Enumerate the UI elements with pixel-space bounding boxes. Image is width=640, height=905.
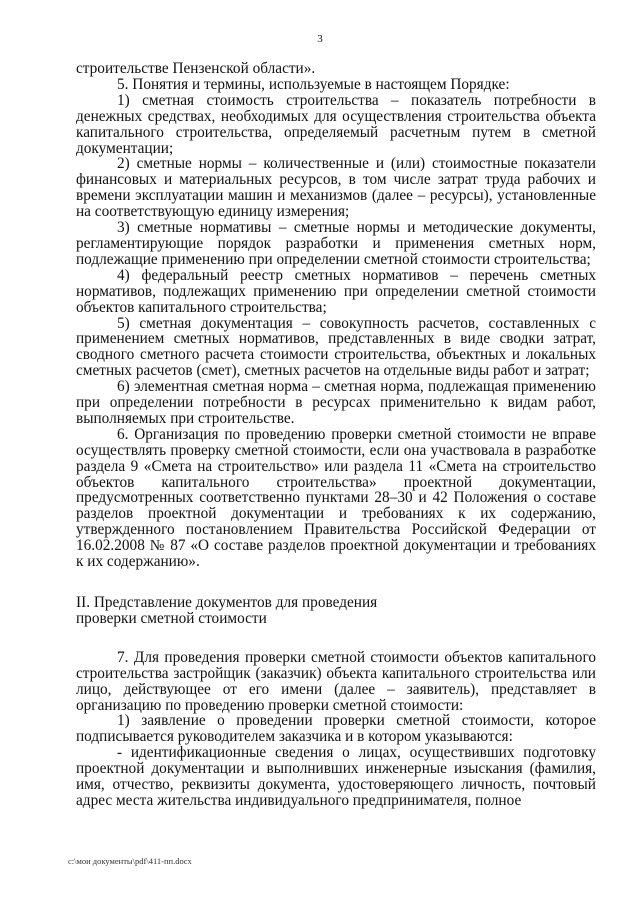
page-number: 3 [317,33,323,45]
paragraph-bullet: - идентификационные сведения о лицах, осуществивших подготовку проектной документации и выполнивших инженерные изыскания (фамилия, имя, отчество, реквизиты документа, удостоверяющего личность, почтовый адрес места жительства индивидуального предпринимателя, полное [76,744,596,809]
paragraph-definition-4: 4) федеральный реестр сметных нормативов – перечень сметных нормативов, подлежащих применению при определении сметной стоимости объектов капитального строительства; [76,266,596,316]
paragraph-definition-5: 5) сметная документация – совокупность расчетов, составленных с применением сметных нормативов, представленных в виде сводки затрат, сводного сметного расчета стоимости строительства, объектных и локальных сметных расчетов (смет), сметных расчетов на отдельные виды работ и затрат; [76,314,596,380]
section-heading-line-1: II. Представление документов для проведения [76,594,378,611]
paragraph-subitem-1: 1) заявление о проведении проверки сметной стоимости, которое подписывается руководителем заказчика и в котором указываются: [76,712,596,746]
paragraph-continuation: строительстве Пензенской области». [76,60,316,77]
paragraph-definition-6: 6) элементная сметная норма – сметная норма, подлежащая применению при определении потребности в ресурсах применительно к видам работ, выполняемых при строительстве. [76,378,596,427]
paragraph-definition-1: 1) сметная стоимость строительства – показатель потребности в денежных средствах, необходимых для осуществления строительства объекта капитального строительства, определяемый расчетным путем в сметной документации; [76,91,596,157]
footer-file-path: c:\мои документы\pdf\411-пп.docx [68,856,192,866]
section-heading [76,595,596,627]
paragraph-item-5: 5. Понятия и термины, используемые в настоящем Порядке: [117,75,510,93]
paragraph-item-7: 7. Для проведения проверки сметной стоимости объектов капитального строительства застройщик (заказчик) объекта капитального строительства или лицо, действующее от его имени (далее – заявитель), представляет в организацию по проведению проверки сметной стоимости: [76,648,596,714]
paragraph-item-6: 6. Организация по проведению проверки сметной стоимости не вправе осуществлять проверку сметной стоимости, если она участвовала в разработке раздела 9 «Смета на строительство» или раздела 11 «Смета на строительство объектов капитального строительства» проектной документации, предусмотренных соответственно пунктами 28–30 и 42 Положения о составе разделов проектной документации и требованиях к их содержанию, утвержденного постановлением Правительства Российской Федерации от 16.02.2008 № 87 «О составе разделов проектной документации и требованиях к их содержанию». [76,425,596,571]
document-body [76,61,596,809]
section-heading-line-2: проверки сметной стоимости [76,609,267,627]
paragraph-definition-2: 2) сметные нормы – количественные и (или) стоимостные показатели финансовых и материальных ресурсов, в том числе затрат труда рабочих и времени эксплуатации машин и механизмов (далее – ресурсы), установленные на соответствующую единицу измерения; [76,155,596,221]
paragraph-definition-3: 3) сметные нормативы – сметные нормы и методические документы, регламентирующие порядок разработки и применения сметных норм, подлежащие применению при определении сметной стоимости строительства; [76,219,596,268]
